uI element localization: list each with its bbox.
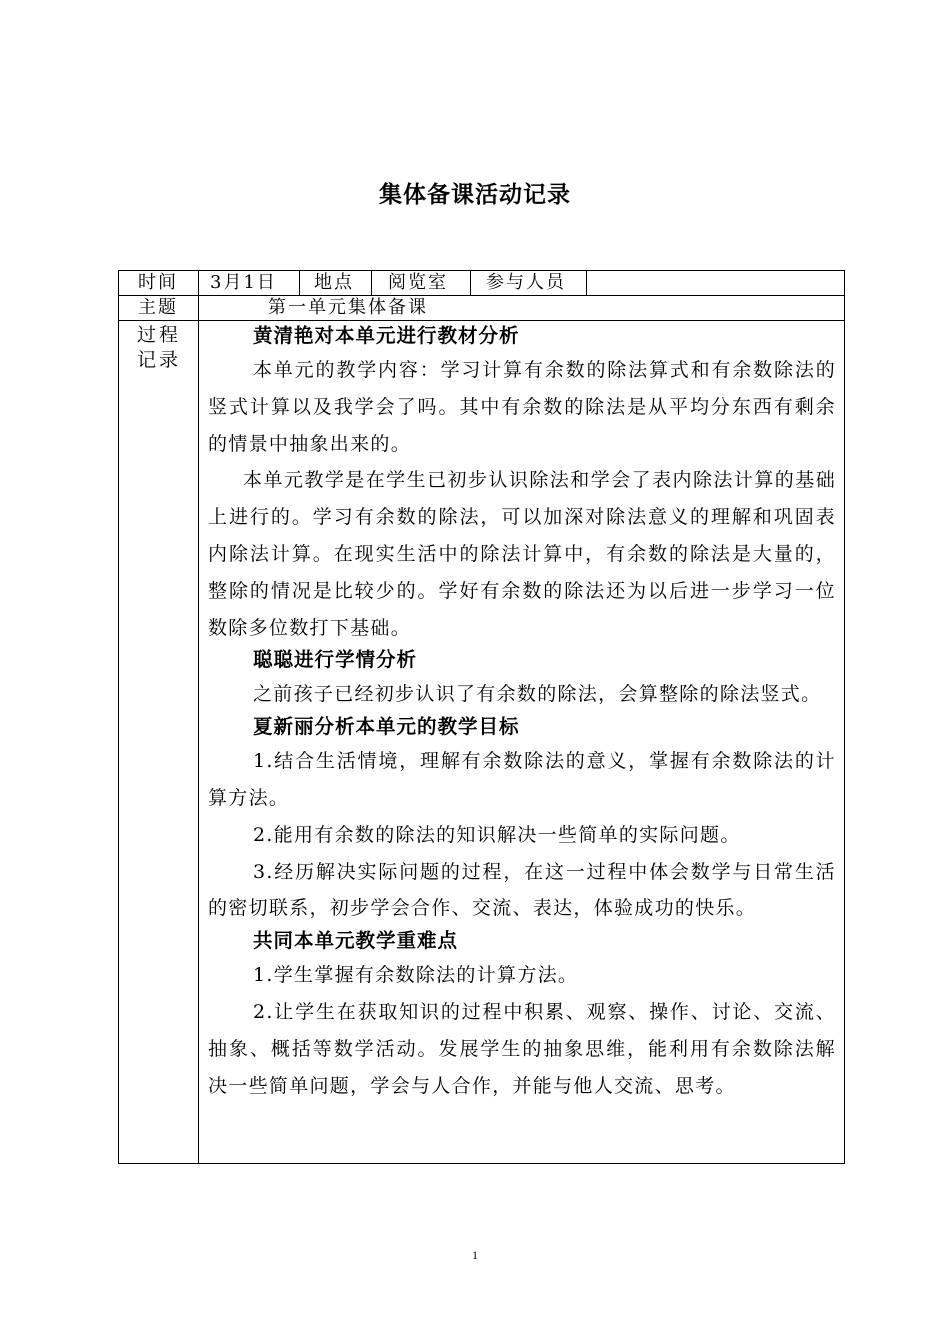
header-divider-b bbox=[371, 270, 372, 295]
table-border-bottom bbox=[118, 1163, 845, 1164]
place-value: 阅览室 bbox=[388, 272, 448, 293]
table-label-column-divider bbox=[198, 270, 199, 1164]
table-row-divider-2 bbox=[118, 320, 845, 321]
page-number: 1 bbox=[472, 1248, 478, 1262]
section-student-analysis bbox=[208, 646, 836, 713]
place-label: 地点 bbox=[314, 272, 354, 293]
paragraph: 1.结合生活情境，理解有余数除法的意义，掌握有余数除法的计算方法。 bbox=[208, 750, 836, 809]
record-body bbox=[208, 322, 836, 1104]
document-title: 集体备课活动记录 bbox=[379, 182, 571, 208]
time-label: 时间 bbox=[138, 272, 178, 293]
section-heading: 聪聪进行学情分析 bbox=[253, 648, 418, 672]
section-key-difficulties bbox=[208, 927, 836, 1104]
section-heading: 黄清艳对本单元进行教材分析 bbox=[253, 324, 520, 347]
paragraph: 之前孩子已经初步认识了有余数的除法，会算整除的除法竖式。 bbox=[253, 683, 822, 706]
table-row-divider-1 bbox=[118, 295, 845, 296]
paragraph: 本单元的教学内容：学习计算有余数的除法算式和有余数除法的竖式计算以及我学会了吗。其中有余数的除法是从平均分东西有剩余的情景中抽象出来的。 bbox=[208, 359, 836, 455]
header-divider-c bbox=[470, 270, 471, 295]
paragraph: 1.学生掌握有余数除法的计算方法。 bbox=[253, 964, 579, 987]
table-border-right bbox=[844, 270, 845, 1164]
time-value: 3月1日 bbox=[210, 272, 277, 293]
topic-label: 主题 bbox=[138, 297, 178, 318]
section-teaching-goals bbox=[208, 713, 836, 927]
paragraph: 2.能用有余数的除法的知识解决一些简单的实际问题。 bbox=[253, 823, 741, 846]
header-divider-d bbox=[586, 270, 587, 295]
topic-value: 第一单元集体备课 bbox=[268, 297, 428, 318]
paragraph: 3.经历解决实际问题的过程，在这一过程中体会数学与日常生活的密切联系，初步学会合作、交流、表达，体验成功的快乐。 bbox=[208, 860, 836, 920]
paragraph: 本单元教学是在学生已初步认识除法和学会了表内除法计算的基础上进行的。学习有余数的除法，可以加深对除法意义的理解和巩固表内除法计算。在现实生活中的除法计算中，有余数的除法是大量的，整除的情况是比较少的。学好有余数的除法还为以后进一步学习一位数除多位数打下基础。 bbox=[208, 469, 836, 639]
section-heading: 夏新丽分析本单元的教学目标 bbox=[253, 715, 520, 739]
section-textbook-analysis bbox=[208, 322, 836, 646]
record-label: 过程记录 bbox=[137, 324, 182, 371]
table-border-left bbox=[118, 270, 119, 1164]
paragraph: 2.让学生在获取知识的过程中积累、观察、操作、讨论、交流、抽象、概括等数学活动。发展学生的抽象思维，能利用有余数除法解决一些简单问题，学会与人合作，并能与他人交流、思考。 bbox=[208, 1000, 836, 1097]
header-divider-a bbox=[299, 270, 300, 295]
participants-label: 参与人员 bbox=[486, 272, 566, 293]
section-heading: 共同本单元教学重难点 bbox=[253, 929, 459, 953]
